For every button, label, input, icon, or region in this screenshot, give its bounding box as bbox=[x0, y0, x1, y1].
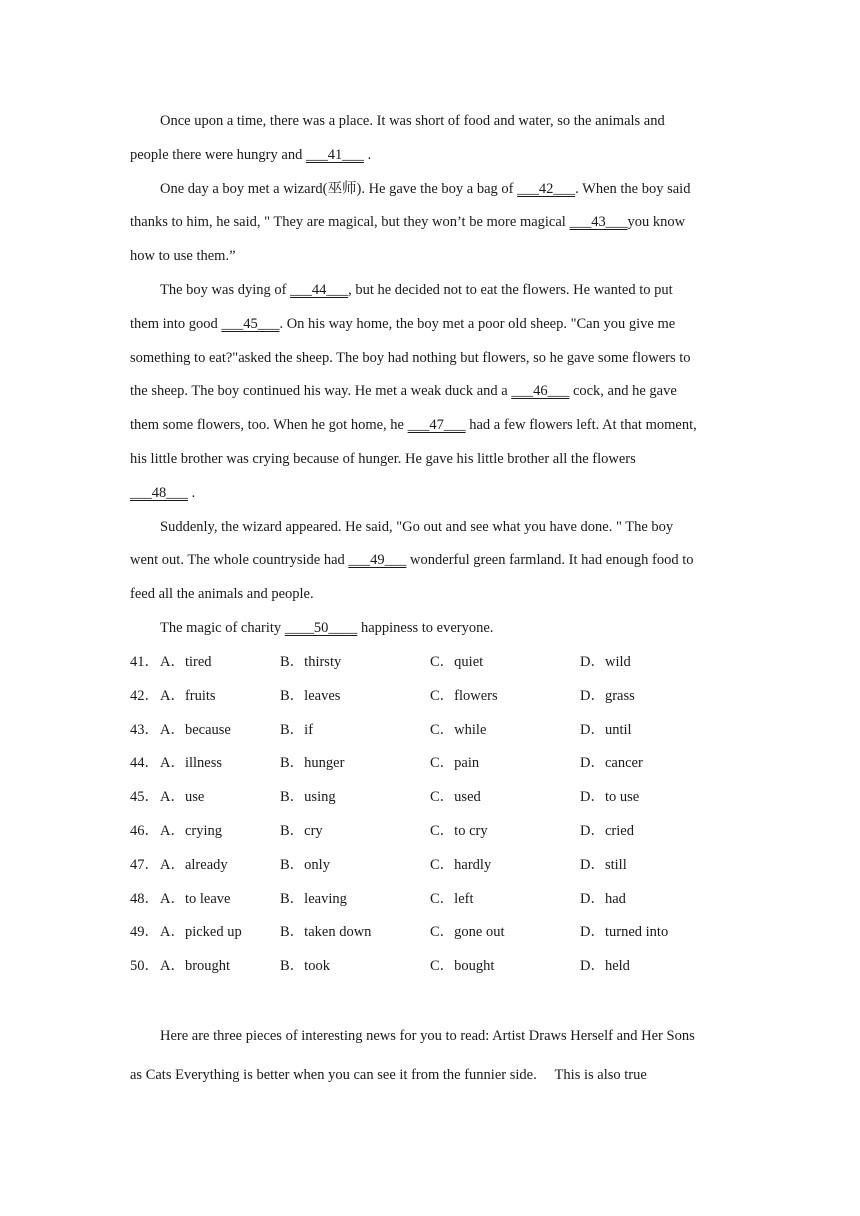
passage-line bbox=[130, 1056, 730, 1095]
option-d: D．cried bbox=[580, 822, 634, 839]
blank-49: ___49___ bbox=[348, 552, 407, 569]
passage-text: The boy was dying of bbox=[160, 281, 291, 298]
option-a: A．already bbox=[160, 856, 228, 873]
option-b: B．hunger bbox=[280, 755, 345, 772]
option-c: C．left bbox=[430, 890, 474, 907]
passage-text: had a few flowers left. At that moment, bbox=[465, 417, 697, 434]
passage-text: thanks to him, he said, " They are magical, but they won’t be more magical bbox=[130, 214, 570, 231]
option-b: B．if bbox=[280, 721, 314, 738]
passage-text: One day a boy met a wizard(巫师). He gave the boy a bag of bbox=[160, 180, 518, 197]
option-c: C．used bbox=[430, 789, 481, 806]
question-number: 49． bbox=[130, 924, 159, 941]
passage-line bbox=[130, 511, 726, 545]
option-a: A．use bbox=[160, 789, 205, 806]
option-b: B．only bbox=[280, 856, 330, 873]
option-a: A．crying bbox=[160, 822, 223, 839]
option-d: D．cancer bbox=[580, 755, 643, 772]
option-c: C．pain bbox=[430, 755, 480, 772]
passage-text: his little brother was crying because of hunger. He gave his little brother all the flowers bbox=[130, 450, 636, 467]
passage-line bbox=[130, 477, 726, 511]
passage-line bbox=[130, 1017, 730, 1056]
question-number: 46． bbox=[130, 822, 159, 839]
passage-line bbox=[130, 274, 726, 308]
passage-text: . bbox=[188, 484, 196, 501]
question-row bbox=[130, 815, 730, 849]
passage-text: The magic of charity bbox=[160, 619, 285, 636]
option-a: A．picked up bbox=[160, 924, 242, 941]
question-number: 42． bbox=[130, 687, 159, 704]
blank-42: ___42___ bbox=[517, 180, 576, 197]
passage-text: . When the boy said bbox=[575, 180, 691, 197]
cloze-passage bbox=[130, 105, 726, 646]
passage-line bbox=[130, 578, 726, 612]
passage-text: the sheep. The boy continued his way. He met a weak duck and a bbox=[130, 383, 512, 400]
blank-47: ___47___ bbox=[407, 417, 466, 434]
passage-text: happiness to everyone. bbox=[357, 619, 494, 636]
blank-50: ____50____ bbox=[284, 619, 358, 636]
question-row bbox=[130, 714, 730, 748]
option-d: D．grass bbox=[580, 687, 635, 704]
question-number: 45． bbox=[130, 789, 159, 806]
question-number: 41． bbox=[130, 654, 159, 670]
option-b: B．took bbox=[280, 958, 330, 975]
question-row bbox=[130, 781, 730, 815]
option-c: C．to cry bbox=[430, 822, 488, 839]
passage-line bbox=[130, 409, 726, 443]
passage-text: wonderful green farmland. It had enough food to bbox=[406, 552, 694, 569]
passage-text: them some flowers, too. When he got home, he bbox=[130, 417, 408, 434]
option-c: C．bought bbox=[430, 958, 495, 975]
option-b: B．taken down bbox=[280, 924, 372, 941]
option-c: C．flowers bbox=[430, 687, 498, 704]
blank-48: ___48___ bbox=[130, 484, 188, 501]
passage-line bbox=[130, 206, 726, 240]
option-d: D．still bbox=[580, 856, 627, 873]
blank-44: ___44___ bbox=[290, 281, 349, 298]
option-a: A．illness bbox=[160, 755, 223, 772]
option-d: D．turned into bbox=[580, 924, 669, 941]
option-a: A．tired bbox=[160, 654, 212, 670]
option-d: D．until bbox=[580, 721, 632, 738]
passage-text: went out. The whole countryside had bbox=[130, 552, 349, 569]
blank-46: ___46___ bbox=[511, 383, 570, 400]
option-c: C．quiet bbox=[430, 654, 484, 670]
option-d: D．held bbox=[580, 958, 630, 975]
option-a: A．brought bbox=[160, 958, 231, 975]
passage-text: Once upon a time, there was a place. It was short of food and water, so the animals and bbox=[160, 113, 665, 129]
passage-text: them into good bbox=[130, 315, 222, 332]
option-c: C．while bbox=[430, 721, 487, 738]
blank-41: ___41___ bbox=[305, 146, 364, 163]
question-number: 50． bbox=[130, 958, 159, 975]
option-d: D．had bbox=[580, 890, 626, 907]
question-row bbox=[130, 950, 730, 984]
passage-line bbox=[130, 139, 726, 173]
blank-45: ___45___ bbox=[221, 315, 280, 332]
question-number: 47． bbox=[130, 856, 159, 873]
option-b: B．cry bbox=[280, 822, 323, 839]
option-b: B．thirsty bbox=[280, 654, 342, 670]
question-row bbox=[130, 680, 730, 714]
passage-text: people there were hungry and bbox=[130, 146, 306, 163]
option-a: A．fruits bbox=[160, 687, 216, 704]
question-row bbox=[130, 849, 730, 883]
passage-text: feed all the animals and people. bbox=[130, 586, 314, 603]
option-a: A．because bbox=[160, 721, 231, 738]
passage-text: you know bbox=[627, 214, 686, 231]
question-number: 43． bbox=[130, 721, 159, 738]
passage-text: . On his way home, the boy met a poor old sheep. "Can you give me bbox=[279, 315, 676, 332]
option-b: B．using bbox=[280, 789, 336, 806]
passage-text: as Cats Everything is better when you can see it from the funnier side. This is also true bbox=[130, 1067, 647, 1083]
passage-text: , but he decided not to eat the flowers. He wanted to put bbox=[348, 281, 673, 298]
passage-line bbox=[130, 375, 726, 409]
question-number: 44． bbox=[130, 755, 159, 772]
passage-line bbox=[130, 105, 726, 139]
answer-options bbox=[130, 646, 730, 984]
question-number: 48． bbox=[130, 890, 159, 907]
passage-line bbox=[130, 173, 726, 207]
passage-line bbox=[130, 342, 726, 376]
passage-text: . bbox=[363, 146, 372, 163]
passage-line bbox=[130, 308, 726, 342]
passage-line bbox=[130, 612, 726, 646]
option-c: C．hardly bbox=[430, 856, 492, 873]
passage-line bbox=[130, 443, 726, 477]
question-row bbox=[130, 883, 730, 917]
question-row bbox=[130, 916, 730, 950]
passage-text: something to eat?"asked the sheep. The boy had nothing but flowers, so he gave some flowers to bbox=[130, 349, 691, 366]
question-row bbox=[130, 646, 730, 680]
passage-text: how to use them.” bbox=[130, 248, 236, 265]
option-a: A．to leave bbox=[160, 890, 231, 907]
option-c: C．gone out bbox=[430, 924, 505, 941]
passage-line bbox=[130, 544, 726, 578]
reading-passage bbox=[130, 1017, 730, 1095]
option-d: D．wild bbox=[580, 654, 631, 670]
option-b: B．leaving bbox=[280, 890, 347, 907]
passage-line bbox=[130, 240, 726, 274]
passage-text: Here are three pieces of interesting news for you to read: Artist Draws Herself and Her Sons bbox=[160, 1028, 695, 1044]
passage-text: Suddenly, the wizard appeared. He said, "Go out and see what you have done. " The boy bbox=[160, 518, 674, 535]
option-b: B．leaves bbox=[280, 687, 341, 704]
option-d: D．to use bbox=[580, 789, 640, 806]
passage-text: cock, and he gave bbox=[569, 383, 677, 400]
question-row bbox=[130, 747, 730, 781]
blank-43: ___43___ bbox=[569, 214, 628, 231]
